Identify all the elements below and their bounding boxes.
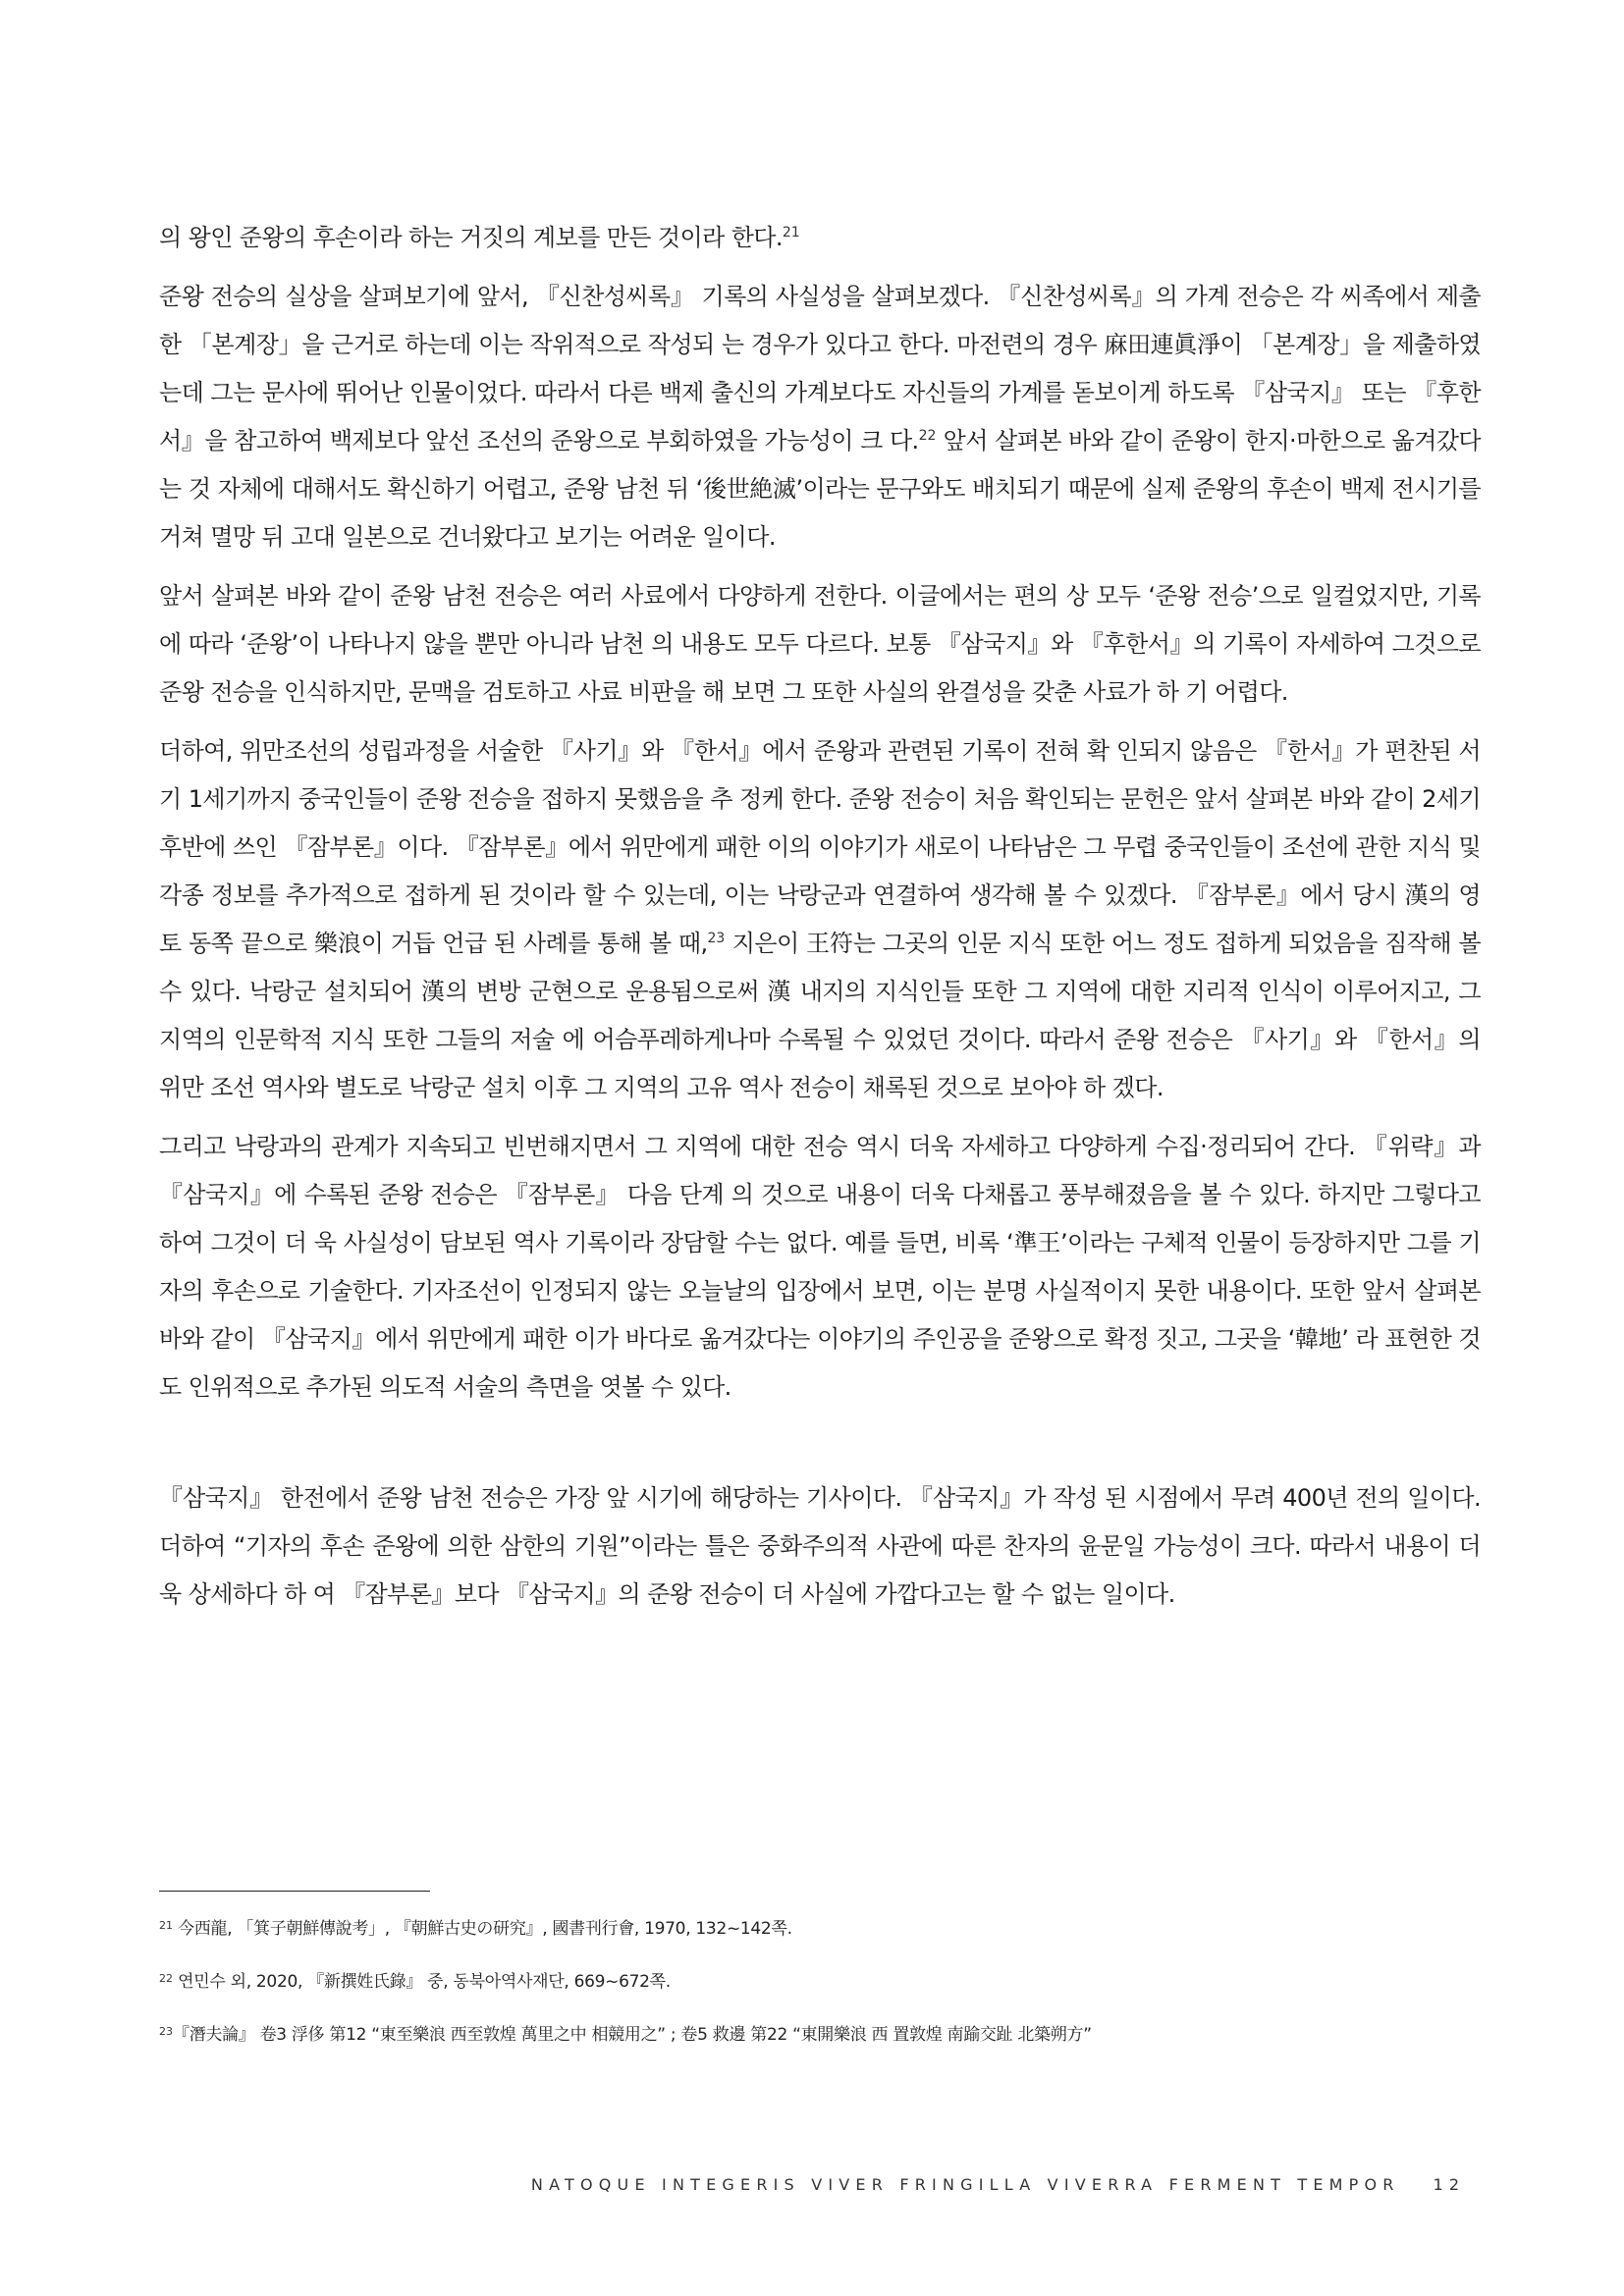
footnote-number: 23 (159, 2025, 173, 2038)
paragraph-text: 앞서 살펴본 바와 같이 준왕 남천 전승은 여러 사료에서 다양하게 전한다. 이글에서는 편의 상 모두 ‘준왕 전승’으로 일컬었지만, 기록에 따라 ‘준왕’이 나타나지 않을 뿐만 아니라 남천 의 내용도 모두 다르다. 보통 『삼국지』와 『후한서』의 기록이 자세하여 그것으로 준왕 전승을 인식하지만, 문맥을 검토하고 사료 비판을 해 보면 그 또한 사실의 완결성을 갖춘 사료가 하 기 어렵다. (159, 582, 1481, 706)
paragraph-text: 준왕 전승의 실상을 살펴보기에 앞서, 『신찬성씨록』 기록의 사실성을 살펴보겠다. 『신찬성씨록』의 가계 전승은 각 씨족에서 제출한 「본계장」을 근거로 하는데 이는 작위적으로 작성되 는 경우가 있다고 한다. 마전련의 경우 麻田連眞淨이 「본계장」을 제출하였는데 그는 문사에 뛰어난 인물이었다. 따라서 다른 백제 출신의 가계보다도 자신들의 가계를 돋보이게 하도록 『삼국지』 또는 『후한서』을 참고하여 백제보다 앞선 조선의 준왕으로 부회하였을 가능성이 크 다. (159, 283, 1481, 454)
footnote-text: 연민수 외, 2020, 『新撰姓氏錄』 중, 동북아역사재단, 669~672쪽. (178, 1972, 671, 1992)
footnote-text: 『潛夫論』 卷3 浮侈 第12 “東至樂浪 西至敦煌 萬里之中 相競用之” ; 卷5 救邊 第22 “東開樂浪 西 置敦煌 南踰交趾 北築朔方” (173, 2025, 1092, 2045)
footnotes (159, 1914, 1481, 2073)
footnote-number: 22 (159, 1972, 173, 1985)
paragraph-text: 더하여, 위만조선의 성립과정을 서술한 『사기』와 『한서』에서 준왕과 관련된 기록이 전혀 확 인되지 않음은 『한서』가 편찬된 서기 1세기까지 중국인들이 준왕 전승을 접하지 못했음을 추 정케 한다. 준왕 전승이 처음 확인되는 문헌은 앞서 살펴본 바와 같이 2세기 후반에 쓰인 『잠부론』이다. 『잠부론』에서 위만에게 패한 이의 이야기가 새로이 나타남은 그 무렵 중국인들이 조선에 관한 지식 및 각종 정보를 추가적으로 접하게 된 것이라 할 수 있는데, 이는 낙랑군과 연결하여 생각해 볼 수 있겠다. 『잠부론』에서 당시 漢의 영토 동쪽 끝으로 樂浪이 거듭 언급 된 사례를 통해 볼 때, (159, 737, 1481, 957)
paragraph-4 (159, 727, 1481, 1112)
footnote-divider (159, 1891, 430, 1892)
paragraph-2 (159, 273, 1481, 561)
paragraph-5 (159, 1123, 1481, 1412)
running-title: NATOQUE INTEGERIS VIVER FRINGILLA VIVERRA FERMENT TEMPOR (530, 2175, 1400, 2194)
paragraph-text: 그리고 낙랑과의 관계가 지속되고 빈번해지면서 그 지역에 대한 전승 역시 더욱 자세하고 다양하게 수집·정리되어 간다. 『위략』과 『삼국지』에 수록된 준왕 전승은 『잠부론』 다음 단계 의 것으로 내용이 더욱 다채롭고 풍부해졌음을 볼 수 있다. 하지만 그렇다고 하여 그것이 더 욱 사실성이 담보된 역사 기록이라 장담할 수는 없다. 예를 들면, 비록 ‘準王’이라는 구체적 인물이 등장하지만 그를 기자의 후손으로 기술한다. 기자조선이 인정되지 않는 오늘날의 입장에서 보면, 이는 분명 사실적이지 못한 내용이다. 또한 앞서 살펴본 바와 같이 『삼국지』에서 위만에게 패한 이가 바다로 옮겨갔다는 이야기의 주인공을 준왕으로 확정 짓고, 그곳을 ‘韓地’ 라 표현한 것도 인위적으로 추가된 의도적 서술의 측면을 엿볼 수 있다. (159, 1133, 1481, 1401)
paragraph-1 (159, 214, 1481, 262)
paragraph-text: 『삼국지』 한전에서 준왕 남천 전승은 가장 앞 시기에 해당하는 기사이다. 『삼국지』가 작성 된 시점에서 무려 400년 전의 일이다. 더하여 “기자의 후손 준왕에 의한 삼한의 기원”이라는 틀은 중화주의적 사관에 따른 찬자의 윤문일 가능성이 크다. 따라서 내용이 더욱 상세하다 하 여 『잠부론』보다 『삼국지』의 준왕 전승이 더 사실에 가깝다고는 할 수 없는 일이다. (159, 1484, 1481, 1608)
footnote-22 (159, 1967, 1481, 1997)
paragraph-text: 지은이 王符는 그곳의 인문 지식 또한 어느 정도 접하게 되었음을 짐작해 볼 수 있다. 낙랑군 설치되어 漢의 변방 군현으로 운용됨으로써 漢 내지의 지식인들 또한 그 지역에 대한 지리적 인식이 이루어지고, 그 지역의 인문학적 지식 또한 그들의 저술 에 어슴푸레하게나마 수록될 수 있었던 것이다. 따라서 준왕 전승은 『사기』와 『한서』의 위만 조선 역사와 별도로 낙랑군 설치 이후 그 지역의 고유 역사 전승이 채록된 것으로 보아야 하 겠다. (159, 930, 1481, 1101)
paragraph-text: 의 왕인 준왕의 후손이라 하는 거짓의 계보를 만든 것이라 한다. (159, 224, 783, 251)
footnote-number: 21 (159, 1919, 173, 1932)
footnote-ref-22[interactable]: 22 (918, 428, 937, 444)
footnote-21 (159, 1914, 1481, 1944)
footnote-ref-21[interactable]: 21 (782, 225, 800, 240)
running-footer (531, 2175, 1465, 2194)
paragraph-6 (159, 1474, 1481, 1619)
page-number: 12 (1433, 2175, 1465, 2194)
body-text (159, 214, 1481, 1629)
paragraph-text: 앞서 살펴본 바와 같이 준왕이 한지·마한으로 옮겨갔다는 것 자체에 대해서도 확신하기 어렵고, 준왕 남천 뒤 ‘後世絶滅’이라는 문구와도 배치되기 때문에 실제 준왕의 후손이 백제 전시기를 거쳐 멸망 뒤 고대 일본으로 건너왔다고 보기는 어려운 일이다. (159, 427, 1481, 551)
paragraph-3 (159, 572, 1481, 717)
footnote-text: 今西龍, 「箕子朝鮮傳說考」, 『朝鮮古史の研究』, 國書刊行會, 1970, 132~142쪽. (178, 1919, 792, 1939)
footnote-23 (159, 2020, 1481, 2050)
footnote-ref-23[interactable]: 23 (707, 931, 726, 946)
